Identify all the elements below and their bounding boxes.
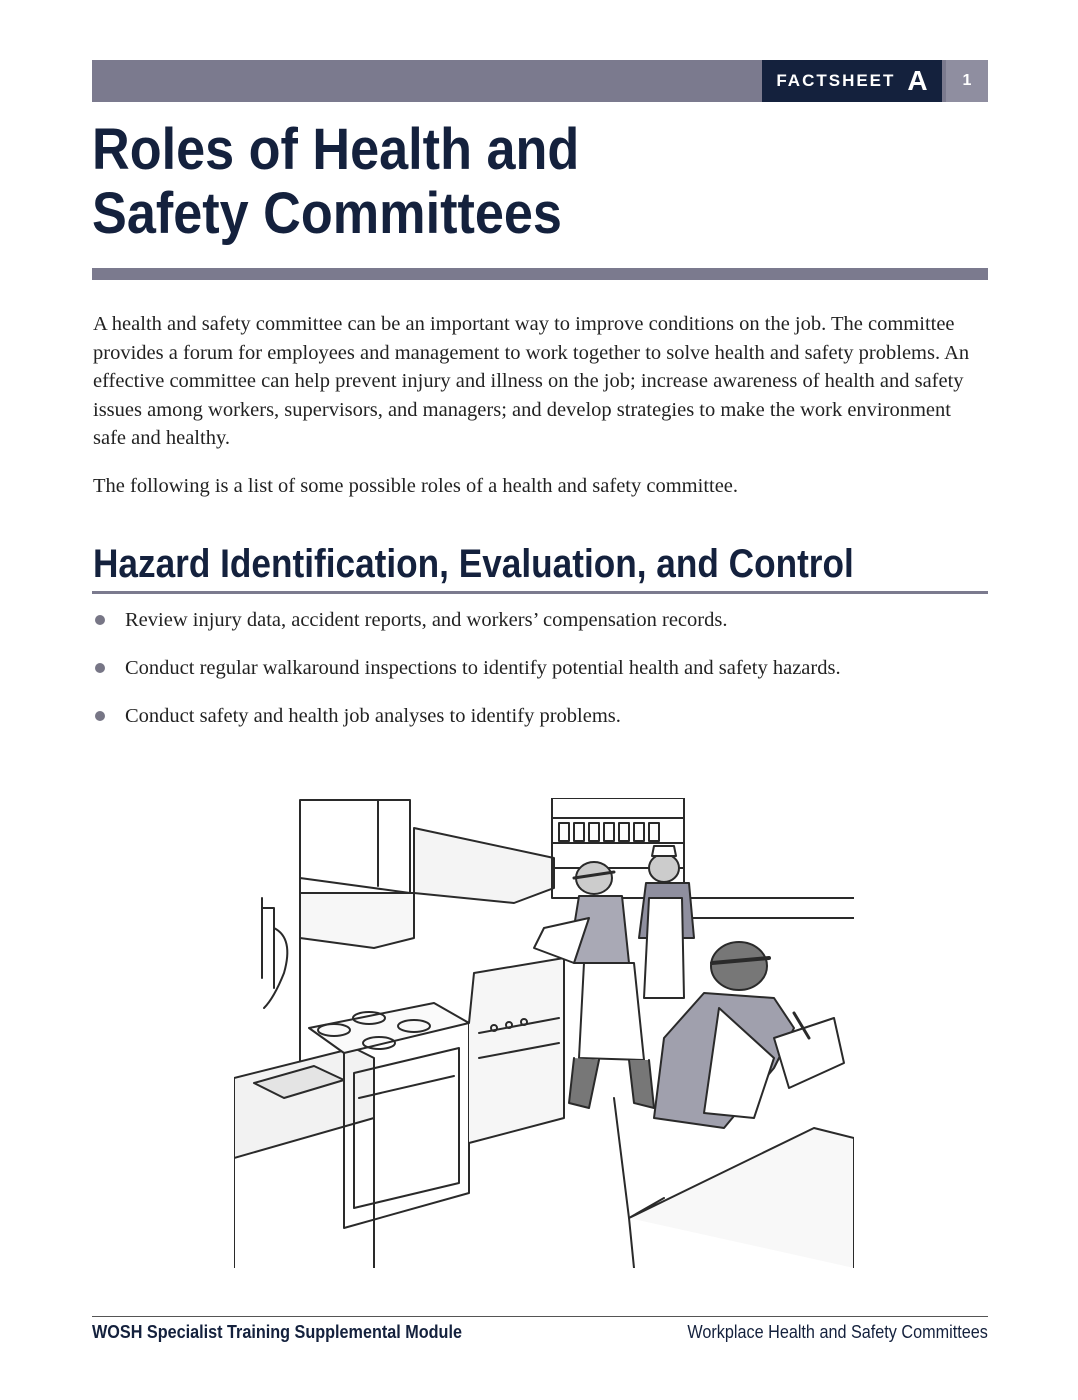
list-item-text: Conduct regular walkaround inspections to identify potential health and safety hazards. — [125, 657, 841, 679]
list-item-text: Review injury data, accident reports, and workers’ compensation records. — [125, 609, 728, 631]
intro-paragraph: A health and safety committee can be an important way to improve conditions on the job. The committee provides a forum for employees and management to work together to solve health and safety problems. An effective committee can help prevent injury and illness on the job; increase awareness of health and safety issues among workers, supervisors, and managers; and develop strategies to make the work environment safe and healthy. — [93, 313, 970, 450]
title-divider — [92, 268, 988, 280]
roles-bullet-list — [93, 606, 983, 750]
factsheet-badge — [762, 60, 942, 102]
factsheet-letter: A — [907, 65, 928, 96]
list-item — [93, 606, 983, 634]
page-title — [92, 118, 579, 246]
page-title-line-1: Roles of Health and — [92, 117, 580, 182]
footer-module-title: WOSH Specialist Training Supplemental Module — [92, 1322, 462, 1342]
bullet-icon — [95, 711, 105, 721]
section-divider — [92, 591, 988, 594]
list-item — [93, 702, 983, 730]
page-title-line-2: Safety Committees — [92, 181, 562, 246]
kitchen-inspection-illustration — [234, 798, 854, 1268]
footer-divider — [92, 1316, 988, 1317]
factsheet-label: FACTSHEET — [776, 71, 896, 90]
page-number: 1 — [946, 60, 988, 102]
list-item — [93, 654, 983, 682]
bullet-icon — [95, 615, 105, 625]
roles-intro-paragraph: The following is a list of some possible roles of a health and safety committee. — [93, 475, 739, 497]
bullet-icon — [95, 663, 105, 673]
footer-document-title: Workplace Health and Safety Committees — [687, 1322, 988, 1342]
section-heading: Hazard Identification, Evaluation, and Control — [93, 542, 854, 586]
list-item-text: Conduct safety and health job analyses to identify problems. — [125, 705, 621, 727]
